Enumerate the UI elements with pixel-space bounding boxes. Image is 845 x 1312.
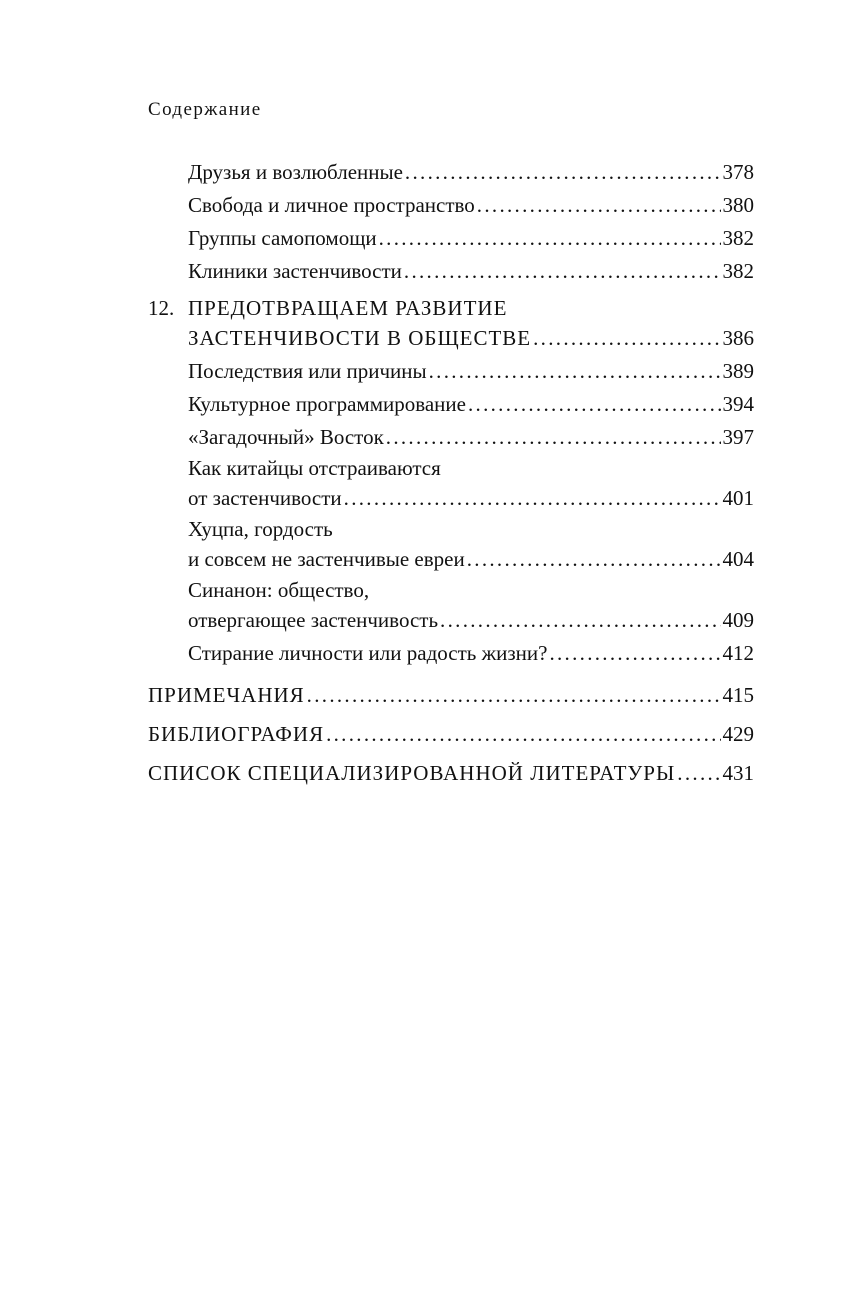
toc-entry-title: СПИСОК СПЕЦИАЛИЗИРОВАННОЙ ЛИТЕРАТУРЫ — [148, 761, 676, 785]
toc-chapter-entry[interactable] — [148, 294, 754, 355]
toc-entry-title-line2: от застенчивости — [188, 486, 342, 510]
toc-entry-page: 415 — [722, 683, 754, 707]
toc-entry-title: ПРИМЕЧАНИЯ — [148, 683, 305, 707]
toc-entry[interactable] — [148, 255, 754, 288]
toc-entry-page: 386 — [722, 326, 754, 350]
toc-back-entry[interactable] — [148, 715, 754, 754]
toc-entry-title: Свобода и личное пространство — [188, 193, 475, 217]
dot-leader — [404, 255, 721, 288]
dot-leader — [467, 543, 721, 576]
toc-entry-page: 429 — [722, 722, 754, 746]
toc-entry[interactable] — [148, 388, 754, 421]
toc-entry[interactable] — [148, 515, 754, 576]
toc-back-entry[interactable] — [148, 676, 754, 715]
toc-entry-title: Последствия или причины — [188, 359, 427, 383]
dot-leader — [379, 222, 721, 255]
toc-entry-title: «Загадочный» Восток — [188, 425, 384, 449]
toc-entry-page: 389 — [722, 359, 754, 383]
toc-entry-title: Группы самопомощи — [188, 226, 377, 250]
dot-leader — [440, 604, 720, 637]
toc-entry-page: 409 — [722, 608, 754, 632]
toc-entry[interactable] — [148, 637, 754, 670]
toc-entry[interactable] — [148, 576, 754, 637]
dot-leader — [477, 189, 721, 222]
toc-entry-page: 380 — [722, 193, 754, 217]
toc-entry-title-line1: Синанон: общество, — [188, 578, 370, 602]
toc-entry-title: Клиники застенчивости — [188, 259, 402, 283]
toc-entry-page: 412 — [722, 641, 754, 665]
toc-entry-title-line2: и совсем не застенчивые евреи — [188, 547, 465, 571]
toc-entry-page: 431 — [722, 761, 754, 785]
dot-leader — [468, 388, 721, 421]
table-of-contents — [148, 156, 754, 793]
dot-leader — [326, 715, 720, 754]
toc-entry[interactable] — [148, 421, 754, 454]
dot-leader — [386, 421, 721, 454]
dot-leader — [405, 156, 721, 189]
dot-leader — [344, 482, 721, 515]
toc-entry[interactable] — [148, 189, 754, 222]
toc-entry-page: 382 — [722, 259, 754, 283]
toc-entry-title-line1: Как китайцы отстраиваются — [188, 456, 441, 480]
toc-entry-title: Друзья и возлюбленные — [188, 160, 403, 184]
dot-leader — [677, 754, 720, 793]
chapter-number: 12. — [148, 296, 175, 320]
toc-entry-title: БИБЛИОГРАФИЯ — [148, 722, 325, 746]
toc-entry-page: 404 — [722, 547, 754, 571]
toc-entry-title-line1: Хуцпа, гордость — [188, 517, 333, 541]
toc-entry[interactable] — [148, 355, 754, 388]
toc-entry-page: 378 — [722, 160, 754, 184]
toc-entry-page: 382 — [722, 226, 754, 250]
toc-entry-title: Стирание личности или радость жизни? — [188, 641, 548, 665]
dot-leader — [549, 637, 720, 670]
running-head: Содержание — [148, 99, 262, 120]
toc-entry[interactable] — [148, 454, 754, 515]
toc-entry-page: 397 — [722, 425, 754, 449]
toc-entry-title-line2: отвергающее застенчивость — [188, 608, 439, 632]
toc-entry[interactable] — [148, 156, 754, 189]
chapter-title-line2: ЗАСТЕНЧИВОСТИ В ОБЩЕСТВЕ — [188, 326, 532, 350]
toc-entry-title: Культурное программирование — [188, 392, 466, 416]
chapter-title-line1: ПРЕДОТВРАЩАЕМ РАЗВИТИЕ — [188, 296, 508, 320]
toc-entry-page: 394 — [722, 392, 754, 416]
dot-leader — [307, 676, 721, 715]
dot-leader — [533, 322, 720, 355]
dot-leader — [429, 355, 721, 388]
toc-entry[interactable] — [148, 222, 754, 255]
toc-back-entry[interactable] — [148, 754, 754, 793]
toc-entry-page: 401 — [722, 486, 754, 510]
